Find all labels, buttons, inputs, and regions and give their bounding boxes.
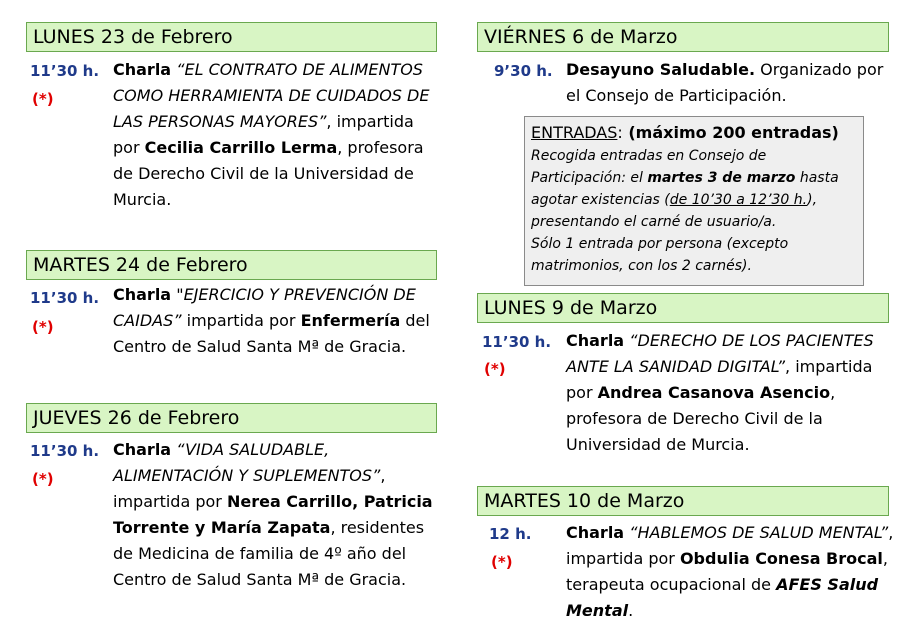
event-speaker: Cecilia Carrillo Lerma — [144, 138, 338, 157]
event-description — [566, 57, 886, 109]
tickets-title — [531, 121, 857, 145]
event-speaker: Obdulia Conesa Brocal — [679, 549, 883, 568]
event-title: “DERECHO DE LOS PACIENTES ANTE LA SANIDAD DIGITAL” — [566, 331, 874, 376]
tickets-date: martes 3 de marzo — [647, 170, 796, 186]
event-type: Charla — [566, 331, 625, 350]
event-role: del Centro de Salud Santa Mª de Gracia. — [113, 311, 430, 356]
free-entry-mark: (*) — [32, 90, 54, 108]
free-entry-mark: (*) — [32, 318, 54, 336]
event-title: “EL CONTRATO DE ALIMENTOS COMO HERRAMIENTA DE CUIDADOS DE LAS PERSONAS MAYORES” — [113, 60, 430, 131]
event-type: Charla — [113, 285, 172, 304]
day-header-martes-10: MARTES 10 de Marzo — [477, 486, 889, 516]
event-description — [113, 282, 443, 360]
event-title: “HABLEMOS DE SALUD MENTAL” — [629, 523, 889, 542]
free-entry-mark: (*) — [491, 553, 513, 571]
free-entry-mark: (*) — [32, 470, 54, 488]
tickets-hours: de 10’30 a 12’30 h. — [669, 192, 808, 208]
event-title: "EJERCICIO Y PREVENCIÓN DE CAIDAS” — [113, 285, 416, 330]
free-entry-mark: (*) — [484, 360, 506, 378]
tickets-colon: : — [617, 123, 623, 142]
event-time: 11’30 h. — [482, 333, 552, 351]
day-header-jueves-26: JUEVES 26 de Febrero — [26, 403, 437, 433]
event-speaker: Andrea Casanova Asencio — [597, 383, 831, 402]
event-description — [113, 57, 443, 213]
tickets-info — [531, 145, 857, 233]
tickets-box — [524, 116, 864, 286]
event-end: . — [628, 601, 634, 620]
event-time: 11’30 h. — [30, 289, 100, 307]
event-time: 12 h. — [489, 525, 532, 543]
event-title: Desayuno Saludable. — [566, 60, 756, 79]
event-by: , impartida por — [566, 523, 894, 568]
event-title: “VIDA SALUDABLE, ALIMENTACIÓN Y SUPLEMENTOS” — [113, 440, 381, 485]
event-speaker: Enfermería — [300, 311, 401, 330]
tickets-text: Recogida entradas en Consejo de Participación: el — [531, 148, 767, 186]
event-org: AFES Salud Mental — [566, 575, 879, 620]
event-by: , impartida por — [113, 466, 386, 511]
event-description — [566, 328, 886, 458]
event-type: Charla — [566, 523, 625, 542]
day-header-viernes-6: VIÉRNES 6 de Marzo — [477, 22, 889, 52]
event-description — [566, 520, 896, 624]
event-by: , impartida por — [113, 112, 414, 157]
event-time: 11’30 h. — [30, 442, 100, 460]
tickets-max: (máximo 200 entradas) — [622, 123, 839, 142]
event-description — [113, 437, 443, 593]
tickets-text: ), presentando el carné de usuario/a. — [531, 192, 818, 230]
event-speaker: Nerea Carrillo, Patricia Torrente y María Zapata — [113, 492, 433, 537]
day-header-lunes-9: LUNES 9 de Marzo — [477, 293, 889, 323]
event-role: , residentes de Medicina de familia de 4º año del Centro de Salud Santa Mª de Gracia. — [113, 518, 425, 589]
event-time: 9’30 h. — [494, 62, 553, 80]
tickets-limit: Sólo 1 entrada por persona (excepto matrimonios, con los 2 carnés). — [531, 236, 789, 274]
day-header-lunes-23: LUNES 23 de Febrero — [26, 22, 437, 52]
event-role: , profesora de Derecho Civil de la Universidad de Murcia. — [566, 383, 836, 454]
event-role: , terapeuta ocupacional de — [566, 549, 888, 594]
event-by: , impartida por — [566, 357, 873, 402]
tickets-text: hasta agotar existencias ( — [531, 170, 839, 208]
event-role: , profesora de Derecho Civil de la Universidad de Murcia. — [113, 138, 424, 209]
tickets-label: ENTRADAS — [531, 123, 618, 142]
event-by: impartida por — [181, 311, 301, 330]
day-header-martes-24: MARTES 24 de Febrero — [26, 250, 437, 280]
event-time: 11’30 h. — [30, 62, 100, 80]
event-type: Charla — [113, 440, 172, 459]
event-type: Charla — [113, 60, 172, 79]
event-role: Organizado por el Consejo de Participación. — [566, 60, 884, 105]
